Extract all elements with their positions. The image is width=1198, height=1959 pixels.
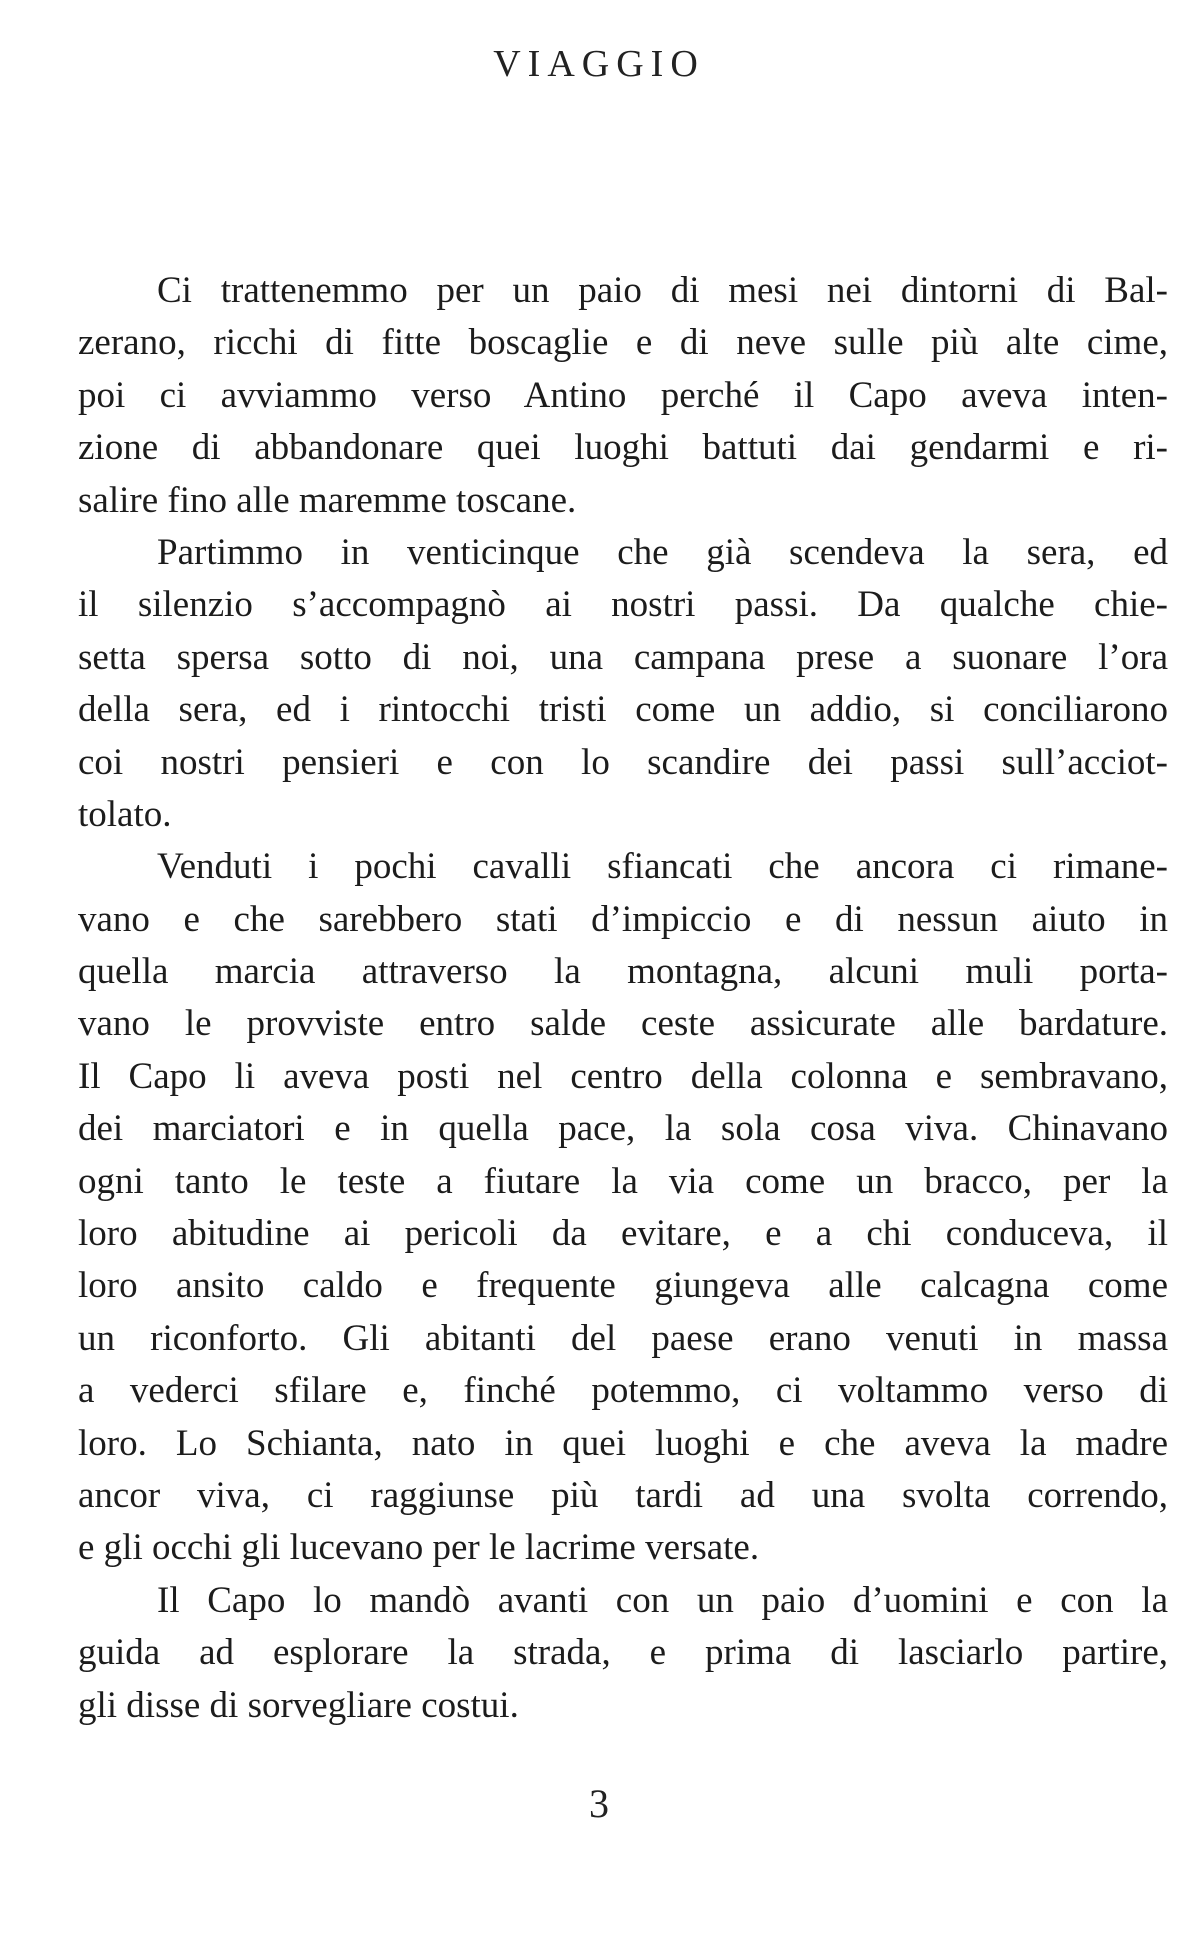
page-number: 3 (589, 1781, 609, 1826)
chapter-title: VIAGGIO (493, 43, 705, 85)
text-line: Partimmo in venticinque che già scendeva la sera, ed (157, 531, 1168, 573)
body-text (78, 265, 1168, 1732)
text-line: poi ci avviammo verso Antino perché il Capo aveva inten- (78, 374, 1168, 416)
text-line: a vederci sfilare e, finché potemmo, ci voltammo verso di (78, 1370, 1168, 1412)
text-line: quella marcia attraverso la montagna, alcuni muli porta- (78, 951, 1168, 993)
text-line: salire fino alle maremme toscane. (78, 479, 577, 521)
text-line: loro abitudine ai pericoli da evitare, e a chi conduceva, il (78, 1213, 1168, 1255)
text-line: gli disse di sorvegliare costui. (78, 1684, 519, 1726)
text-line: ancor viva, ci raggiunse più tardi ad una svolta correndo, (78, 1474, 1168, 1516)
text-line: coi nostri pensieri e con lo scandire dei passi sull’acciot- (78, 741, 1168, 783)
text-line: loro ansito caldo e frequente giungeva alle calcagna come (78, 1265, 1168, 1307)
text-line: dei marciatori e in quella pace, la sola cosa viva. Chinavano (78, 1108, 1168, 1150)
text-line: Il Capo li aveva posti nel centro della colonna e sembravano, (78, 1055, 1168, 1097)
text-line: vano e che sarebbero stati d’impiccio e di nessun aiuto in (78, 898, 1168, 940)
text-line: Ci trattenemmo per un paio di mesi nei dintorni di Bal- (157, 270, 1168, 311)
text-line: Il Capo lo mandò avanti con un paio d’uomini e con la (157, 1579, 1168, 1621)
text-line: setta spersa sotto di noi, una campana prese a suonare l’ora (78, 636, 1168, 678)
text-line: un riconforto. Gli abitanti del paese erano venuti in massa (78, 1317, 1168, 1359)
text-line: Venduti i pochi cavalli sfiancati che ancora ci rimane- (157, 846, 1168, 888)
text-line: zerano, ricchi di fitte boscaglie e di neve sulle più alte cime, (78, 322, 1168, 364)
text-line: tolato. (78, 793, 172, 835)
text-line: zione di abbandonare quei luoghi battuti dai gendarmi e ri- (78, 427, 1168, 469)
text-line: ogni tanto le teste a fiutare la via come un bracco, per la (78, 1160, 1168, 1202)
text-line: guida ad esplorare la strada, e prima di lasciarlo partire, (78, 1632, 1168, 1674)
text-line: loro. Lo Schianta, nato in quei luoghi e che aveva la madre (78, 1422, 1168, 1464)
text-line: vano le provviste entro salde ceste assicurate alle bardature. (78, 1003, 1168, 1045)
text-line: e gli occhi gli lucevano per le lacrime versate. (78, 1527, 760, 1569)
text-line: il silenzio s’accompagnò ai nostri passi. Da qualche chie- (78, 584, 1168, 626)
text-line: della sera, ed i rintocchi tristi come un addio, si conciliarono (78, 689, 1168, 731)
